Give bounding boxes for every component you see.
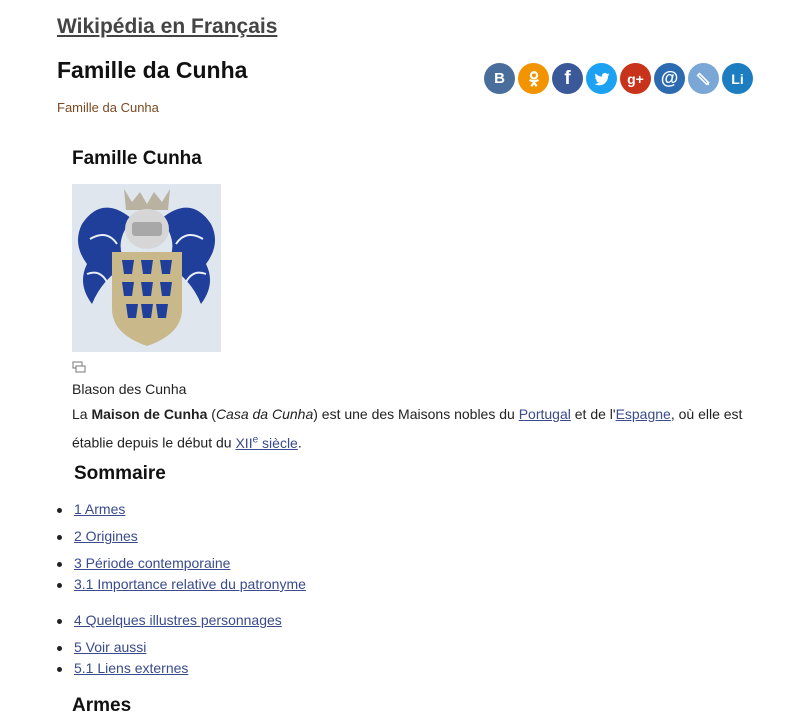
bullet-icon — [57, 667, 62, 672]
enlarge-icon[interactable] — [72, 361, 86, 373]
odnoklassniki-icon — [525, 70, 543, 88]
intro-text: . — [297, 434, 302, 451]
mail-share-button[interactable] — [654, 63, 685, 94]
twitter-icon — [593, 70, 611, 88]
toc-link-periode-contemporaine[interactable]: 3 Période contemporaine — [74, 555, 231, 571]
intro-text: et de l' — [570, 406, 616, 422]
vk-share-button[interactable] — [484, 63, 515, 94]
odnoklassniki-share-button[interactable] — [518, 63, 549, 94]
toc-item — [57, 528, 138, 544]
toc-item — [57, 555, 230, 571]
toc-title: Sommaire — [74, 463, 166, 484]
espagne-link[interactable]: Espagne — [615, 406, 671, 422]
toc-item — [57, 639, 146, 655]
share-buttons — [484, 63, 753, 94]
bullet-icon — [57, 508, 62, 513]
google-plus-icon: g+ — [627, 70, 644, 87]
bullet-icon — [57, 619, 62, 624]
toc-link-voir-aussi[interactable]: 5 Voir aussi — [74, 639, 147, 655]
intro-paragraph — [72, 401, 762, 456]
toc-item — [57, 501, 125, 517]
bullet-icon — [57, 535, 62, 540]
century-superscript: e — [252, 434, 259, 445]
site-title-link[interactable]: Wikipédia en Français — [57, 15, 278, 38]
liveinternet-icon: Li — [731, 70, 744, 87]
infobox-heading: Famille Cunha — [72, 148, 202, 169]
century-word: siècle — [258, 434, 298, 451]
facebook-share-button[interactable] — [552, 63, 583, 94]
breadcrumb: Famille da Cunha — [57, 100, 159, 115]
toc-link-liens-externes[interactable]: 5.1 Liens externes — [74, 660, 189, 676]
toc-item — [57, 576, 306, 592]
bullet-icon — [57, 583, 62, 588]
livejournal-icon — [695, 70, 713, 88]
century-roman: XII — [235, 434, 253, 451]
intro-text: ( — [207, 406, 216, 422]
page-title: Famille da Cunha — [57, 57, 248, 83]
toc-item — [57, 660, 188, 676]
intro-italic-text: Casa da Cunha — [215, 406, 314, 422]
coat-of-arms-image[interactable] — [72, 184, 221, 352]
liveinternet-share-button[interactable] — [722, 63, 753, 94]
vk-icon: B — [494, 70, 505, 87]
intro-bold-text: Maison de Cunha — [91, 406, 208, 422]
bullet-icon — [57, 562, 62, 567]
section-heading-armes: Armes — [72, 695, 132, 716]
intro-text: La — [72, 406, 92, 422]
intro-text: , où elle est établie depuis le début du — [72, 406, 743, 451]
twitter-share-button[interactable] — [586, 63, 617, 94]
intro-text: ) est une des Maisons nobles du — [313, 406, 519, 422]
google-plus-share-button[interactable] — [620, 63, 651, 94]
toc-item — [57, 612, 282, 628]
toc-link-armes[interactable]: 1 Armes — [74, 501, 126, 517]
century-link[interactable] — [235, 435, 297, 451]
toc-link-importance-patronyme[interactable]: 3.1 Importance relative du patronyme — [74, 576, 306, 592]
facebook-icon: f — [564, 67, 571, 89]
mail-icon: @ — [660, 68, 679, 88]
image-caption: Blason des Cunha — [72, 381, 187, 397]
portugal-link[interactable]: Portugal — [518, 406, 571, 422]
toc-link-illustres-personnages[interactable]: 4 Quelques illustres personnages — [74, 612, 282, 628]
bullet-icon — [57, 646, 62, 651]
livejournal-share-button[interactable] — [688, 63, 719, 94]
toc-link-origines[interactable]: 2 Origines — [74, 528, 138, 544]
